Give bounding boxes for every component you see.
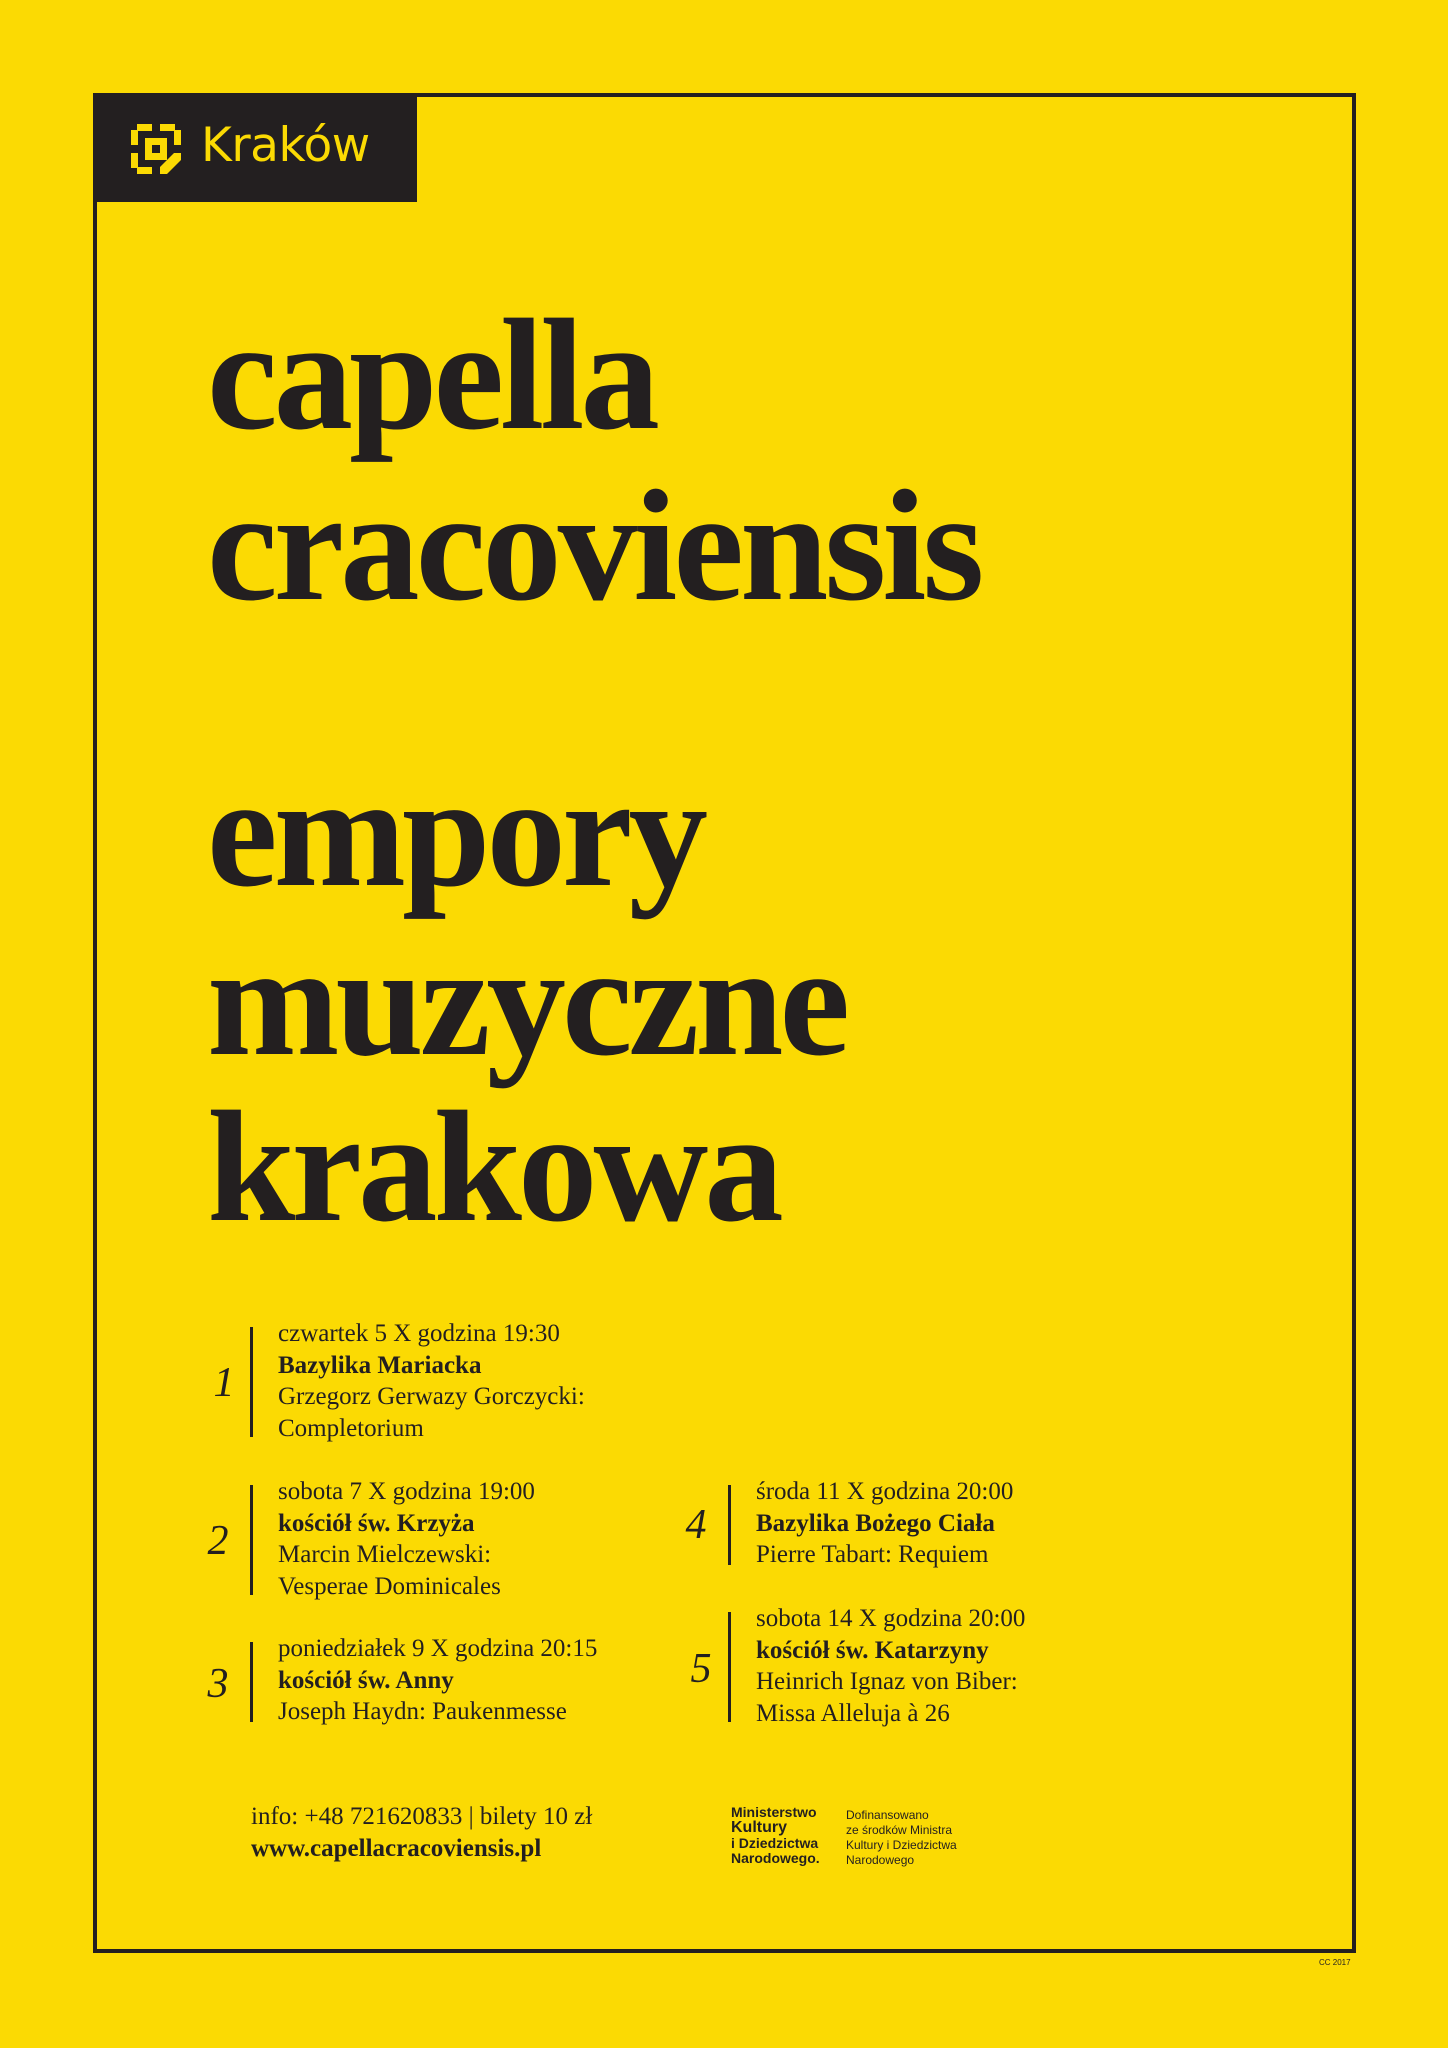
ministry-logo-line: Ministerstwo [731,1804,817,1820]
event-number: 5 [690,1646,712,1692]
event-program: Pierre Tabart: Requiem [756,1541,989,1568]
ministry-logo-line: Narodowego. [731,1850,820,1866]
title-line-1: capella [207,287,656,463]
event-venue: Bazylika Mariacka [278,1351,482,1379]
event-number: 1 [213,1360,235,1406]
cofinancing-line: Kultury i Dziedzictwa [846,1838,957,1852]
event-datetime: sobota 14 X godzina 20:00 [756,1605,1026,1632]
event-program: Marcin Mielczewski: [278,1541,492,1568]
event-datetime: czwartek 5 X godzina 19:30 [278,1320,560,1347]
event-program: Grzegorz Gerwazy Gorczycki: [278,1383,585,1410]
event-program: Missa Alleluja à 26 [756,1699,950,1727]
event-divider [728,1612,731,1722]
logo-wordmark: Kraków [201,118,370,173]
event-number: 2 [207,1518,229,1564]
cofinancing-note [846,1808,957,1868]
event-program: Completorium [278,1414,424,1442]
event-datetime: środa 11 X godzina 20:00 [756,1478,1014,1505]
event-program: Joseph Haydn: Paukenmesse [278,1698,567,1725]
event-divider [250,1642,253,1722]
event-datetime: poniedziałek 9 X godzina 20:15 [278,1635,598,1662]
event-divider [250,1485,253,1595]
subtitle-line-3: krakowa [207,1079,780,1255]
cofinancing-line: ze środków Ministra [846,1823,953,1837]
subtitle-line-2: muzyczne [207,913,847,1089]
event-datetime: sobota 7 X godzina 19:00 [278,1478,535,1505]
ministry-logo-line: Kultury [731,1819,787,1836]
event-venue: kościół św. Krzyża [278,1509,475,1537]
subtitle-line-1: empory [207,744,705,920]
event-program: Heinrich Ignaz von Biber: [756,1668,1018,1695]
cofinancing-line: Narodowego [846,1853,915,1867]
copyright-note: CC 2017 [1319,1958,1351,1967]
event-venue: kościół św. Katarzyny [756,1636,989,1664]
event-divider [728,1485,731,1565]
event-number: 4 [685,1502,707,1548]
krakow-logo [93,93,417,202]
ministry-logo-line: i Dziedzictwa [731,1835,819,1851]
ministry-logo [731,1805,820,1866]
krakow-city-mark-icon [131,124,181,174]
website-link[interactable]: www.capellacracoviensis.pl [251,1835,542,1862]
event-number: 3 [207,1661,229,1707]
event-venue: Bazylika Bożego Ciała [756,1509,995,1537]
event-divider [250,1327,253,1437]
event-venue: kościół św. Anny [278,1666,454,1694]
title-line-2: cracoviensis [207,458,981,634]
cofinancing-line: Dofinansowano [846,1808,929,1822]
contact-and-tickets: info: +48 721620833 | bilety 10 zł [251,1803,593,1830]
event-program: Vesperae Dominicales [278,1572,501,1600]
footer-info [251,1801,592,1865]
